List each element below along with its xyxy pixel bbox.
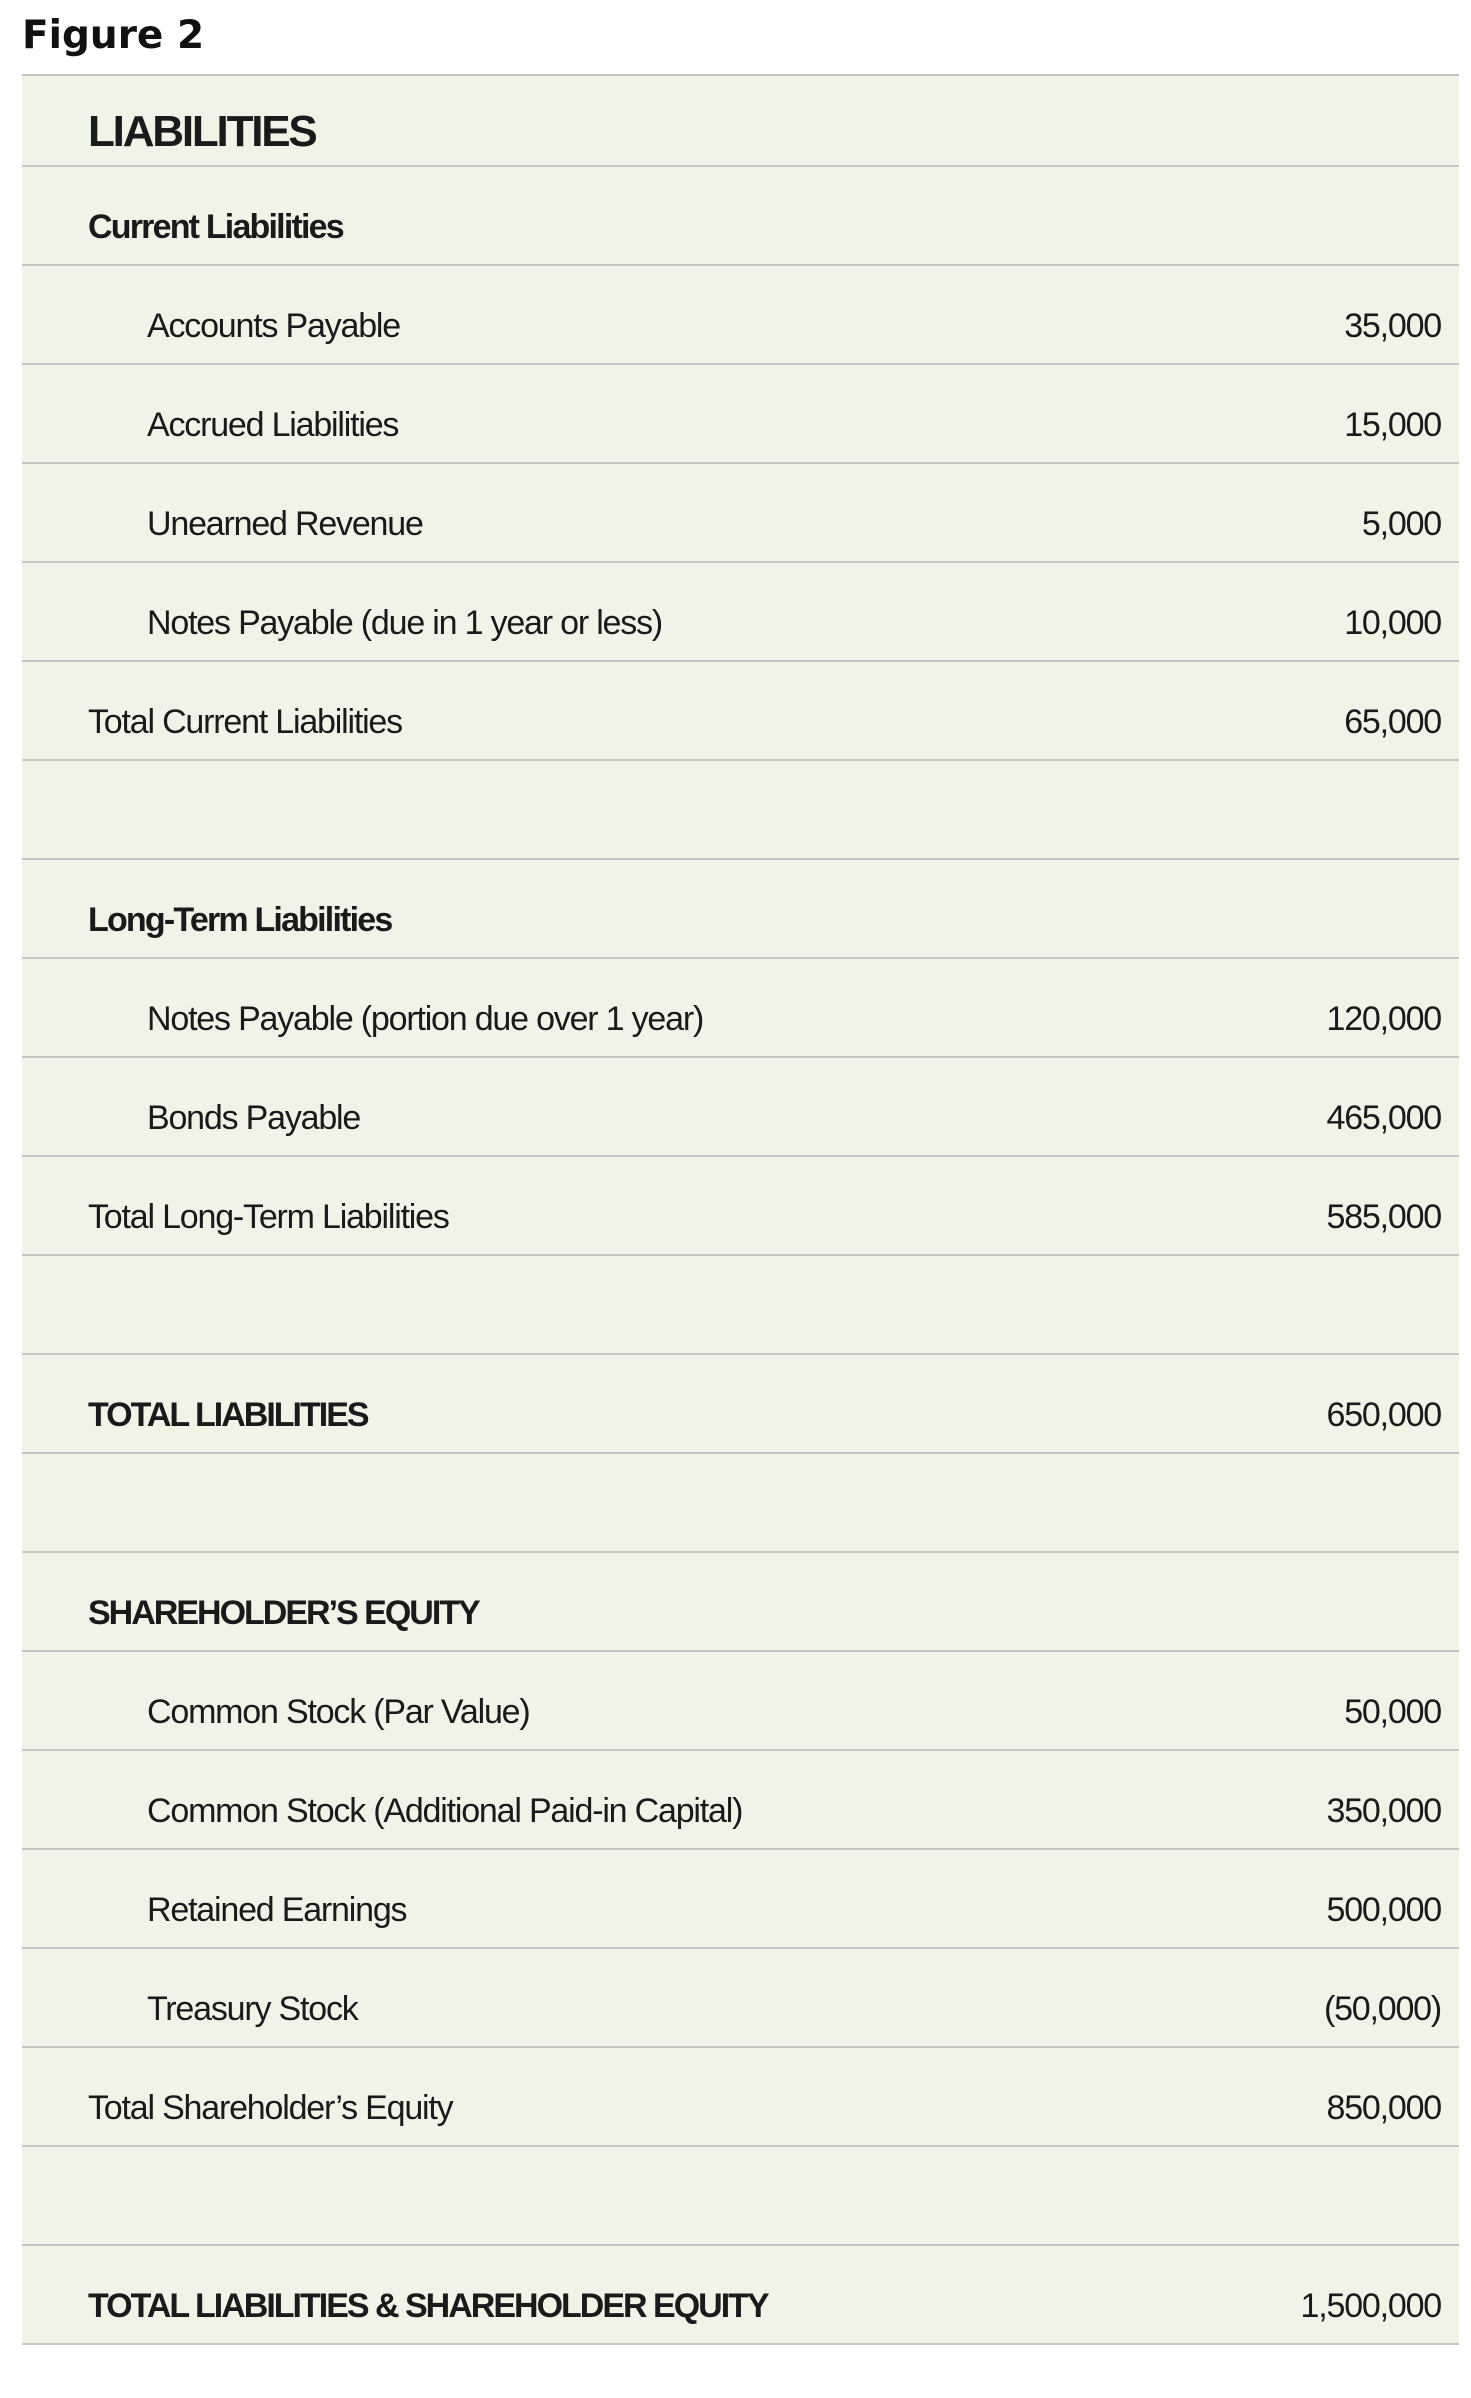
row-shareholder-s-equity (22, 1553, 1459, 1652)
row-notes-payable-portion-due-over-1-year (22, 959, 1459, 1058)
row-label: Long-Term Liabilities (88, 901, 392, 939)
balance-sheet-liabilities-equity (22, 74, 1459, 2345)
row-label: Unearned Revenue (147, 505, 423, 543)
row-label: Retained Earnings (147, 1891, 407, 1929)
row-total-liabilities-shareholder-equity (22, 2246, 1459, 2345)
row-label: TOTAL LIABILITIES & SHAREHOLDER EQUITY (88, 2287, 768, 2325)
row-accounts-payable (22, 266, 1459, 365)
figure-label: Figure 2 (22, 13, 205, 58)
row-unearned-revenue (22, 464, 1459, 563)
row-amount: 50,000 (1344, 1693, 1441, 1731)
row-amount: (50,000) (1323, 1990, 1441, 2028)
row-label: Common Stock (Par Value) (147, 1693, 530, 1731)
row-total-long-term-liabilities (22, 1157, 1459, 1256)
row-spacer (22, 2147, 1459, 2246)
row-label: Notes Payable (portion due over 1 year) (147, 1000, 704, 1038)
row-label: TOTAL LIABILITIES (88, 1396, 368, 1434)
row-amount: 5,000 (1361, 505, 1441, 543)
row-long-term-liabilities (22, 860, 1459, 959)
row-label: Notes Payable (due in 1 year or less) (147, 604, 662, 642)
row-amount: 65,000 (1344, 703, 1441, 741)
row-total-shareholder-s-equity (22, 2048, 1459, 2147)
row-label: Accounts Payable (147, 307, 400, 345)
row-amount: 15,000 (1344, 406, 1441, 444)
row-spacer (22, 1454, 1459, 1553)
row-liabilities (22, 76, 1459, 167)
row-label: Total Current Liabilities (88, 703, 402, 741)
row-label: SHAREHOLDER’S EQUITY (88, 1594, 479, 1632)
row-label: Current Liabilities (88, 208, 343, 246)
row-amount: 120,000 (1326, 1000, 1441, 1038)
row-label: Accrued Liabilities (147, 406, 399, 444)
row-treasury-stock (22, 1949, 1459, 2048)
row-amount: 1,500,000 (1300, 2287, 1441, 2325)
row-common-stock-par-value (22, 1652, 1459, 1751)
row-bonds-payable (22, 1058, 1459, 1157)
row-amount: 585,000 (1326, 1198, 1441, 1236)
row-label: Bonds Payable (147, 1099, 361, 1137)
row-amount: 850,000 (1326, 2089, 1441, 2127)
row-spacer (22, 1256, 1459, 1355)
row-amount: 10,000 (1344, 604, 1441, 642)
row-label: Treasury Stock (147, 1990, 358, 2028)
row-notes-payable-due-in-1-year-or-less (22, 563, 1459, 662)
row-amount: 500,000 (1326, 1891, 1441, 1929)
row-retained-earnings (22, 1850, 1459, 1949)
row-label: Common Stock (Additional Paid-in Capital) (147, 1792, 743, 1830)
row-accrued-liabilities (22, 365, 1459, 464)
row-total-liabilities (22, 1355, 1459, 1454)
row-common-stock-additional-paid-in-capital (22, 1751, 1459, 1850)
row-amount: 350,000 (1326, 1792, 1441, 1830)
row-total-current-liabilities (22, 662, 1459, 761)
row-current-liabilities (22, 167, 1459, 266)
row-spacer (22, 761, 1459, 860)
row-label: Total Long-Term Liabilities (88, 1198, 449, 1236)
row-amount: 35,000 (1344, 307, 1441, 345)
row-amount: 465,000 (1326, 1099, 1441, 1137)
row-label: LIABILITIES (88, 107, 316, 156)
row-label: Total Shareholder’s Equity (88, 2089, 453, 2127)
row-amount: 650,000 (1326, 1396, 1441, 1434)
